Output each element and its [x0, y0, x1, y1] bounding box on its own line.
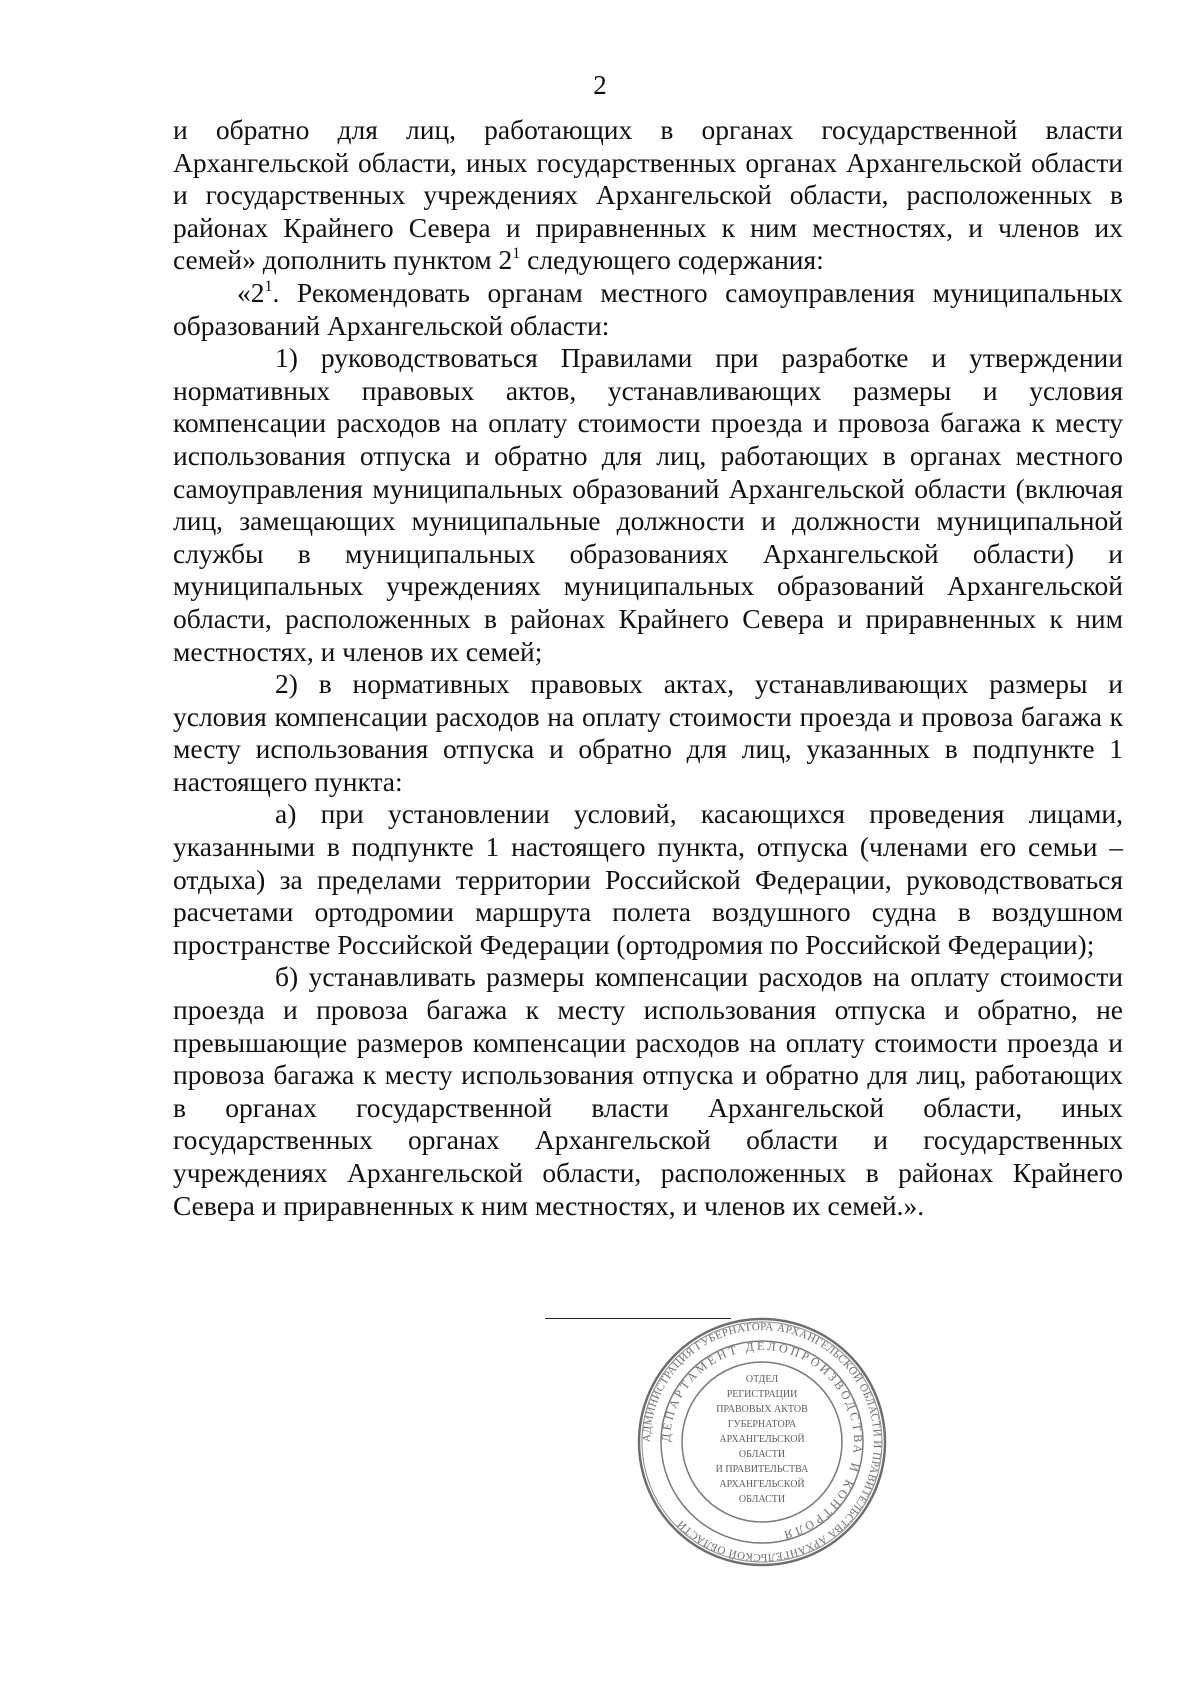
stamp-center-line: ПРАВОВЫХ АКТОВ [716, 1404, 808, 1415]
stamp-center-line: ОБЛАСТИ [738, 1449, 786, 1460]
paragraph-continuation [173, 114, 1123, 277]
paragraph-subitem-1: 1) руководствоваться Правилами при разработке и утверждении нормативных правовых актов, устанавливающих размеры и условия компенсации расходов на оплату стоимости проезда и провоза багажа к месту использования отпуска и обратно для лиц, работающих в органах местного самоуправления муниципальных образований Архангельской области (включая лиц, замещающих муниципальные должности и должности муниципальной службы в муниципальных образованиях Архангельской области) и муниципальных учреждениях муниципальных образований Архангельской области, расположенных в районах Крайнего Севера и приравненных к ним местностях, и членов их семей; [173, 342, 1123, 667]
stamp-center-line: ГУБЕРНАТОРА [727, 1419, 797, 1430]
item-number: «2 [237, 276, 265, 308]
stamp-center-line: РЕГИСТРАЦИИ [726, 1389, 798, 1400]
stamp-inner-text: ДЕПАРТАМЕНТ ДЕЛОПРОИЗВОДСТВА И КОНТРОЛЯ [658, 1338, 866, 1543]
stamp-center-line: ОТДЕЛ [745, 1374, 779, 1385]
superscript: 1 [512, 245, 521, 263]
stamp-center-line: ОБЛАСТИ [738, 1494, 786, 1505]
page-number: 2 [593, 70, 607, 100]
superscript: 1 [264, 277, 273, 295]
stamp-seal-icon [636, 1316, 888, 1568]
paragraph-subitem-2: 2) в нормативных правовых актах, устанавливающих размеры и условия компенсации расходов на оплату стоимости проезда и провоза багажа к месту использования отпуска и обратно для лиц, указанных в подпункте 1 настоящего пункта: [173, 668, 1123, 797]
paragraph-subitem-b: б) устанавливать размеры компенсации расходов на оплату стоимости проезда и провоза багажа к месту использования отпуска и обратно, не превышающие размеров компенсации расходов на оплату стоимости проезда и провоза багажа к месту использования отпуска и обратно для лиц, работающих в органах государственной власти Архангельской области, иных государственных органах Архангельской области и государственных учреждениях Архангельской области, расположенных в районах Крайнего Севера и приравненных к ним местностях, и членов их семей.». [173, 961, 1123, 1221]
paragraph-text-tail: следующего содержания: [520, 244, 824, 276]
paragraph-item-2-1 [173, 277, 1123, 342]
stamp-center-line: И ПРАВИТЕЛЬСТВА [715, 1464, 809, 1475]
paragraph-subitem-a: а) при установлении условий, касающихся проведения лицами, указанными в подпункте 1 настоящего пункта, отпуска (членами его семьи – отдыха) за пределами территории Российской Федерации, руководствоваться расчетами ортодромии маршрута полета воздушного судна в воздушном пространстве Российской Федерации (ортодромия по Российской Федерации); [173, 798, 1123, 960]
stamp-center-line: АРХАНГЕЛЬСКОЙ [719, 1479, 805, 1490]
stamp-center-line: АРХАНГЕЛЬСКОЙ [719, 1434, 805, 1445]
document-body [173, 114, 1123, 1222]
stamp-outer-text: АДМИНИСТРАЦИЯ ГУБЕРНАТОРА АРХАНГЕЛЬСКОЙ ОБЛАСТИ И ПРАВИТЕЛЬСТВА АРХАНГЕЛЬСКОЙ ОБЛАСТИ [640, 1320, 884, 1564]
paragraph-text: . Рекомендовать органам местного самоуправления муниципальных образований Архангельской области: [173, 276, 1123, 341]
registration-stamp [636, 1316, 888, 1568]
paragraph-text: и обратно для лиц, работающих в органах государственной власти Архангельской области, иных государственных органах Архангельской области и государственных учреждениях Архангельской области, расположенных в районах Крайнего Севера и приравненных к ним местностях, и членов их семей» дополнить пунктом 2 [173, 114, 1123, 276]
